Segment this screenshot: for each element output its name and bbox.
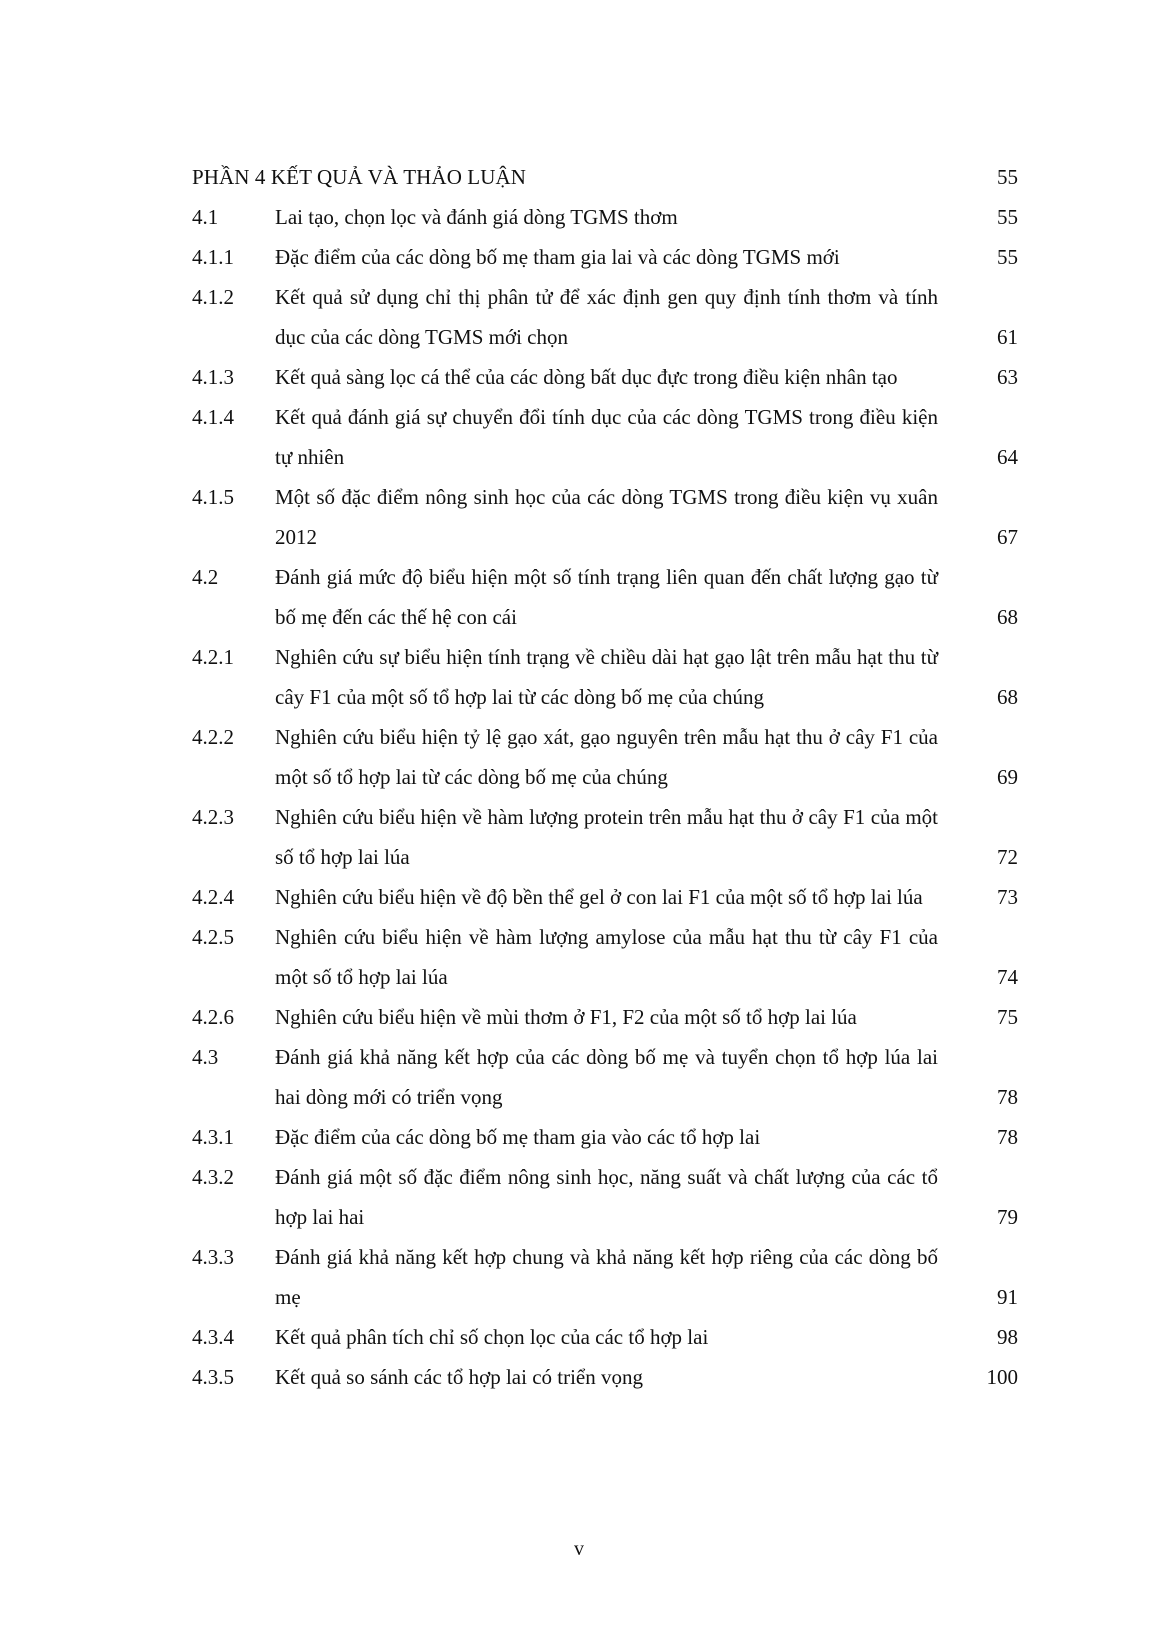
toc-entry-title: Nghiên cứu biểu hiện về hàm lượng protein trên mẫu hạt thu ở cây F1 của một số tổ hợp lai lúa xyxy=(275,805,938,869)
toc-entry xyxy=(192,637,1018,717)
toc-entry xyxy=(192,1357,1018,1397)
toc-entry-title: Đặc điểm của các dòng bố mẹ tham gia lai và các dòng TGMS mới xyxy=(275,245,840,269)
toc-entry-page-number: 78 xyxy=(997,1125,1018,1149)
table-of-contents xyxy=(192,157,1018,1397)
toc-entry-number: 4.2.5 xyxy=(192,925,234,949)
toc-entry-number: 4.2.3 xyxy=(192,805,234,829)
toc-entry xyxy=(192,557,1018,637)
toc-entry xyxy=(192,877,1018,917)
toc-entry-page-number: 98 xyxy=(997,1325,1018,1349)
chapter-title: PHẦN 4 KẾT QUẢ VÀ THẢO LUẬN xyxy=(192,165,527,189)
toc-entry-page-number: 78 xyxy=(997,1085,1018,1109)
toc-entry xyxy=(192,397,1018,477)
toc-entry-page-number: 55 xyxy=(997,245,1018,269)
toc-entry-number: 4.2 xyxy=(192,565,219,589)
toc-entry-page-number: 68 xyxy=(997,685,1018,709)
toc-entry-number: 4.3.5 xyxy=(192,1365,234,1389)
toc-entry-title: Nghiên cứu biểu hiện về hàm lượng amylose của mẫu hạt thu từ cây F1 của một số tổ hợp lai lúa xyxy=(275,925,938,989)
toc-entry-number: 4.1.3 xyxy=(192,365,234,389)
toc-entry-number: 4.2.1 xyxy=(192,645,234,669)
toc-entry-page-number: 61 xyxy=(997,325,1018,349)
toc-entry xyxy=(192,997,1018,1037)
toc-entry-page-number: 73 xyxy=(997,885,1018,909)
toc-entry-number: 4.3.1 xyxy=(192,1125,234,1149)
toc-entry xyxy=(192,917,1018,997)
toc-entry-page-number: 100 xyxy=(986,1365,1018,1389)
toc-entry xyxy=(192,1117,1018,1157)
toc-entry-number: 4.3.4 xyxy=(192,1325,234,1349)
toc-entry xyxy=(192,1037,1018,1117)
toc-entry-number: 4.1.5 xyxy=(192,485,234,509)
toc-entry xyxy=(192,277,1018,357)
toc-entry-title: Đặc điểm của các dòng bố mẹ tham gia vào các tổ hợp lai xyxy=(275,1125,761,1149)
toc-entry-number: 4.2.2 xyxy=(192,725,234,749)
toc-entry-title: Kết quả sàng lọc cá thể của các dòng bất dục đực trong điều kiện nhân tạo xyxy=(275,365,898,389)
toc-entry-title: Đánh giá mức độ biểu hiện một số tính trạng liên quan đến chất lượng gạo từ bố mẹ đến các thế hệ con cái xyxy=(275,565,938,629)
toc-entry-title: Đánh giá một số đặc điểm nông sinh học, năng suất và chất lượng của các tổ hợp lai hai xyxy=(275,1165,938,1229)
toc-entry-title: Kết quả sử dụng chỉ thị phân tử để xác định gen quy định tính thơm và tính dục của các dòng TGMS mới chọn xyxy=(275,285,938,349)
toc-entry-page-number: 91 xyxy=(997,1285,1018,1309)
toc-entry-page-number: 72 xyxy=(997,845,1018,869)
toc-entry xyxy=(192,717,1018,797)
footer-page-number: v xyxy=(574,1538,584,1560)
toc-entry xyxy=(192,357,1018,397)
toc-entry-title: Nghiên cứu sự biểu hiện tính trạng về chiều dài hạt gạo lật trên mẫu hạt thu từ cây F1 của một số tổ hợp lai từ các dòng bố mẹ của chúng xyxy=(275,645,938,709)
toc-entry-number: 4.3 xyxy=(192,1045,219,1069)
page-footer xyxy=(0,1538,1158,1561)
toc-entry-number: 4.1.4 xyxy=(192,405,234,429)
toc-entry-title: Nghiên cứu biểu hiện về độ bền thể gel ở con lai F1 của một số tổ hợp lai lúa xyxy=(275,885,923,909)
toc-entry-number: 4.1 xyxy=(192,205,219,229)
toc-entry xyxy=(192,477,1018,557)
toc-entry-page-number: 79 xyxy=(997,1205,1018,1229)
toc-entry-title: Nghiên cứu biểu hiện về mùi thơm ở F1, F2 của một số tổ hợp lai lúa xyxy=(275,1005,857,1029)
toc-entry-number: 4.3.3 xyxy=(192,1245,234,1269)
toc-entry-title: Một số đặc điểm nông sinh học của các dòng TGMS trong điều kiện vụ xuân 2012 xyxy=(275,485,938,549)
toc-entry xyxy=(192,237,1018,277)
toc-entry-title: Đánh giá khả năng kết hợp của các dòng bố mẹ và tuyển chọn tổ hợp lúa lai hai dòng mới có triển vọng xyxy=(275,1045,938,1109)
toc-entry-page-number: 69 xyxy=(997,765,1018,789)
toc-entry-page-number: 68 xyxy=(997,605,1018,629)
toc-entry xyxy=(192,1317,1018,1357)
toc-entry-page-number: 64 xyxy=(997,445,1018,469)
toc-entry-number: 4.3.2 xyxy=(192,1165,234,1189)
toc-entry-page-number: 75 xyxy=(997,1005,1018,1029)
toc-entry-page-number: 55 xyxy=(997,205,1018,229)
toc-entry-page-number: 63 xyxy=(997,365,1018,389)
toc-entry-title: Đánh giá khả năng kết hợp chung và khả năng kết hợp riêng của các dòng bố mẹ xyxy=(275,1245,938,1309)
toc-entry-title: Kết quả so sánh các tổ hợp lai có triển vọng xyxy=(275,1365,644,1389)
toc-entry-number: 4.2.4 xyxy=(192,885,234,909)
toc-entry-title: Lai tạo, chọn lọc và đánh giá dòng TGMS thơm xyxy=(275,205,678,229)
toc-entry-number: 4.1.1 xyxy=(192,245,234,269)
toc-entry-number: 4.1.2 xyxy=(192,285,234,309)
toc-entry-title: Kết quả phân tích chỉ số chọn lọc của các tổ hợp lai xyxy=(275,1325,709,1349)
toc-chapter-heading xyxy=(192,157,1018,197)
toc-entry xyxy=(192,1237,1018,1317)
toc-entry-number: 4.2.6 xyxy=(192,1005,234,1029)
toc-entry xyxy=(192,197,1018,237)
chapter-page-number: 55 xyxy=(997,165,1018,189)
toc-entry xyxy=(192,797,1018,877)
toc-entry-title: Kết quả đánh giá sự chuyển đổi tính dục của các dòng TGMS trong điều kiện tự nhiên xyxy=(275,405,938,469)
toc-entry-title: Nghiên cứu biểu hiện tỷ lệ gạo xát, gạo nguyên trên mẫu hạt thu ở cây F1 của một số tổ hợp lai từ các dòng bố mẹ của chúng xyxy=(275,725,938,789)
toc-entry xyxy=(192,1157,1018,1237)
toc-entry-list xyxy=(192,197,1018,1397)
toc-entry-page-number: 74 xyxy=(997,965,1018,989)
toc-entry-page-number: 67 xyxy=(997,525,1018,549)
